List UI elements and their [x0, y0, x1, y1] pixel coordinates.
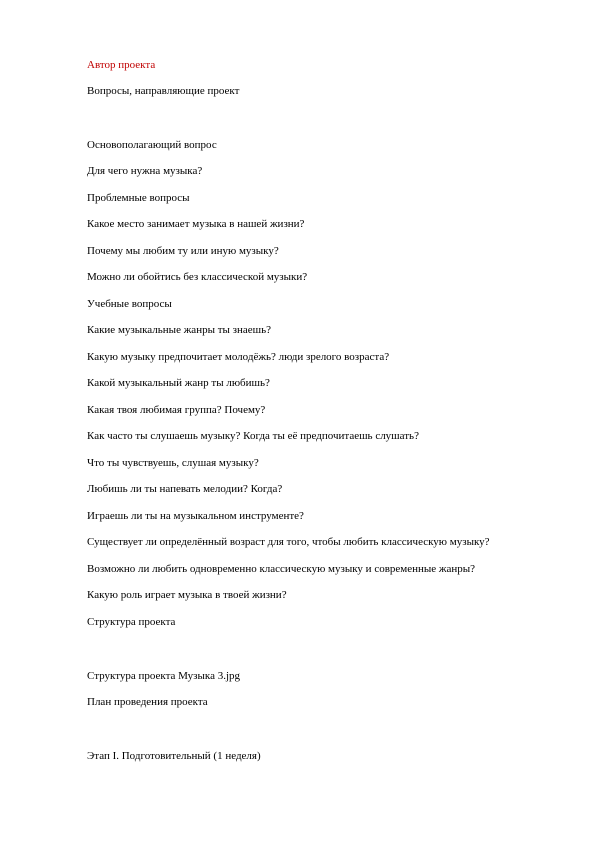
author-heading: Автор проекта — [87, 59, 156, 71]
study-question: Существует ли определённый возраст для того, чтобы любить классическую музыку? — [87, 536, 490, 548]
problem-question: Почему мы любим ту или иную музыку? — [87, 245, 279, 257]
stage-one-heading: Этап I. Подготовительный (1 неделя) — [87, 750, 261, 762]
study-question: Какие музыкальные жанры ты знаешь? — [87, 324, 272, 336]
fundamental-question-label: Основополагающий вопрос — [87, 139, 217, 151]
study-question: Играешь ли ты на музыкальном инструменте? — [87, 510, 304, 522]
study-question: Как часто ты слушаешь музыку? Когда ты её предпочитаешь слушать? — [87, 430, 419, 442]
problem-question: Какое место занимает музыка в нашей жизни? — [87, 218, 305, 230]
study-questions-label: Учебные вопросы — [87, 298, 172, 310]
structure-heading: Структура проекта — [87, 616, 176, 628]
fundamental-question: Для чего нужна музыка? — [87, 165, 203, 177]
guiding-questions-heading: Вопросы, направляющие проект — [87, 85, 240, 97]
study-question: Какую музыку предпочитает молодёжь? люди зрелого возраста? — [87, 351, 390, 363]
plan-heading: План проведения проекта — [87, 696, 208, 708]
study-question: Любишь ли ты напевать мелодии? Когда? — [87, 483, 283, 495]
study-question: Возможно ли любить одновременно классическую музыку и современные жанры? — [87, 563, 476, 575]
study-question: Какую роль играет музыка в твоей жизни? — [87, 589, 287, 601]
problem-questions-label: Проблемные вопросы — [87, 192, 190, 204]
study-question: Какой музыкальный жанр ты любишь? — [87, 377, 270, 389]
study-question: Какая твоя любимая группа? Почему? — [87, 404, 266, 416]
structure-image-reference: Структура проекта Музыка 3.jpg — [87, 670, 241, 682]
study-question: Что ты чувствуешь, слушая музыку? — [87, 457, 259, 469]
problem-question: Можно ли обойтись без классической музыки? — [87, 271, 308, 283]
